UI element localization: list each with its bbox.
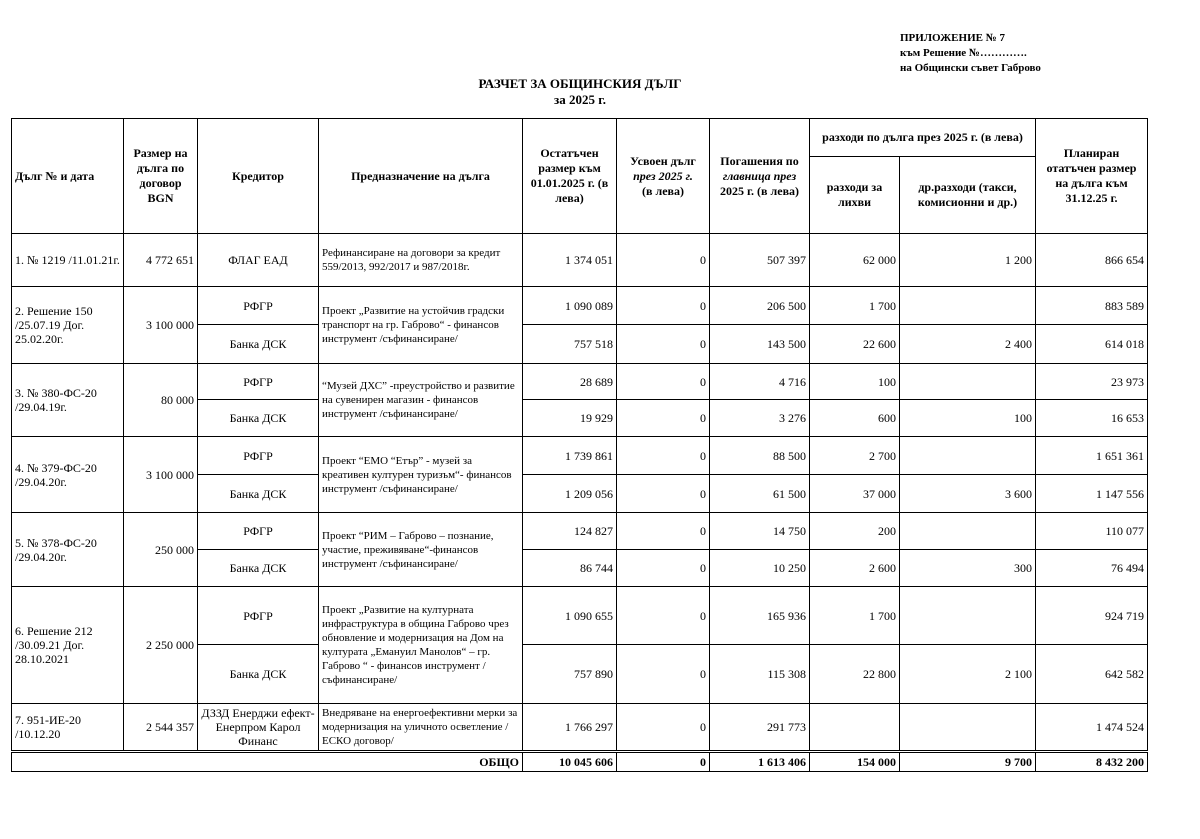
debt-size: 3 100 000 <box>124 287 198 364</box>
balance: 19 929 <box>523 400 617 437</box>
interest: 200 <box>810 513 900 550</box>
annex-number: ПРИЛОЖЕНИЕ № 7 <box>900 32 1006 44</box>
total-balance: 10 045 606 <box>523 752 617 772</box>
absorbed: 0 <box>617 400 710 437</box>
absorbed: 0 <box>617 550 710 587</box>
creditor: Банка ДСК <box>198 475 319 513</box>
document-title <box>440 76 720 108</box>
balance: 1 209 056 <box>523 475 617 513</box>
title-main: РАЗЧЕТ ЗА ОБЩИНСКИЯ ДЪЛГ <box>478 76 682 91</box>
repaid: 206 500 <box>710 287 810 325</box>
total-other: 9 700 <box>900 752 1036 772</box>
table-row <box>12 364 1148 400</box>
header-purpose: Предназначение на дълга <box>319 119 523 234</box>
interest: 600 <box>810 400 900 437</box>
absorbed: 0 <box>617 475 710 513</box>
total-absorbed: 0 <box>617 752 710 772</box>
planned-balance: 76 494 <box>1036 550 1148 587</box>
other-expenses <box>900 364 1036 400</box>
planned-balance: 642 582 <box>1036 645 1148 704</box>
creditor: РФГР <box>198 364 319 400</box>
table-row <box>12 513 1148 550</box>
debt-purpose: Проект „Развитие на културната инфраструктура в община Габрово чрез обновление и модернизация на Дом на културата „Емануил Манолов“ – гр. Габрово “ - финансов инструмент /съфинансиране/ <box>319 587 523 704</box>
other-expenses: 3 600 <box>900 475 1036 513</box>
absorbed: 0 <box>617 364 710 400</box>
title-year: за 2025 г. <box>554 92 606 107</box>
absorbed: 0 <box>617 587 710 645</box>
other-expenses: 2 100 <box>900 645 1036 704</box>
balance: 86 744 <box>523 550 617 587</box>
other-expenses <box>900 587 1036 645</box>
debt-table <box>11 118 1148 772</box>
other-expenses: 300 <box>900 550 1036 587</box>
repaid: 88 500 <box>710 437 810 475</box>
interest: 1 700 <box>810 287 900 325</box>
interest: 2 600 <box>810 550 900 587</box>
creditor: ДЗЗД Енерджи ефект-Енерпром Карол Финанс <box>198 704 319 752</box>
repaid: 10 250 <box>710 550 810 587</box>
debt-purpose: Проект “РИМ – Габрово – познание, участие, преживяване“-финансов инструмент /съфинансиране/ <box>319 513 523 587</box>
repaid: 291 773 <box>710 704 810 752</box>
header-repaid-a: Погашения по <box>720 153 799 168</box>
interest: 1 700 <box>810 587 900 645</box>
absorbed: 0 <box>617 325 710 364</box>
planned-balance: 110 077 <box>1036 513 1148 550</box>
header-absorbed-c: (в лева) <box>641 183 684 198</box>
header-balance: Остатъчен размер към 01.01.2025 г. (в лева) <box>523 119 617 234</box>
interest: 2 700 <box>810 437 900 475</box>
interest: 37 000 <box>810 475 900 513</box>
header-creditor: Кредитор <box>198 119 319 234</box>
total-label: ОБЩО <box>12 752 523 772</box>
planned-balance: 924 719 <box>1036 587 1148 645</box>
debt-purpose: “Музей ДХС” -преустройство и развитие на сувенирен магазин - финансов инструмент /съфинансиране/ <box>319 364 523 437</box>
header-repaid-c: 2025 г. (в лева) <box>719 183 800 198</box>
interest <box>810 704 900 752</box>
debt-purpose: Проект “ЕМО “Етър” - музей за креативен културен туризъм“- финансов инструмент /съфинансиране/ <box>319 437 523 513</box>
balance: 1 374 051 <box>523 234 617 287</box>
debt-size: 2 544 357 <box>124 704 198 752</box>
planned-balance: 16 653 <box>1036 400 1148 437</box>
planned-balance: 1 147 556 <box>1036 475 1148 513</box>
balance: 28 689 <box>523 364 617 400</box>
header-expenses-group: разходи по дълга през 2025 г. (в лева) <box>810 119 1036 157</box>
balance: 757 890 <box>523 645 617 704</box>
balance: 1 090 655 <box>523 587 617 645</box>
balance: 757 518 <box>523 325 617 364</box>
header-repaid <box>710 119 810 234</box>
interest: 22 800 <box>810 645 900 704</box>
planned-balance: 1 474 524 <box>1036 704 1148 752</box>
absorbed: 0 <box>617 287 710 325</box>
debt-label: 5. № 378-ФС-20 /29.04.20г. <box>12 513 124 587</box>
debt-size: 4 772 651 <box>124 234 198 287</box>
creditor: Банка ДСК <box>198 645 319 704</box>
total-row <box>12 752 1148 772</box>
other-expenses <box>900 513 1036 550</box>
table-row <box>12 437 1148 475</box>
creditor: ФЛАГ ЕАД <box>198 234 319 287</box>
other-expenses: 2 400 <box>900 325 1036 364</box>
debt-label: 2. Решение 150 /25.07.19 Дог. 25.02.20г. <box>12 287 124 364</box>
header-planned: Планиран отатъчен размер на дълга към 31.12.25 г. <box>1036 119 1148 234</box>
annex-council: на Общински съвет Габрово <box>900 62 1041 74</box>
creditor: Банка ДСК <box>198 400 319 437</box>
planned-balance: 23 973 <box>1036 364 1148 400</box>
absorbed: 0 <box>617 513 710 550</box>
creditor: Банка ДСК <box>198 325 319 364</box>
debt-label: 6. Решение 212 /30.09.21 Дог. 28.10.2021 <box>12 587 124 704</box>
header-repaid-b: главница през <box>722 168 797 183</box>
table-row <box>12 234 1148 287</box>
table-row <box>12 704 1148 752</box>
table-row <box>12 587 1148 645</box>
planned-balance: 883 589 <box>1036 287 1148 325</box>
repaid: 115 308 <box>710 645 810 704</box>
table-row <box>12 287 1148 325</box>
repaid: 165 936 <box>710 587 810 645</box>
header-other: др.разходи (такси, комисионни и др.) <box>900 157 1036 234</box>
repaid: 4 716 <box>710 364 810 400</box>
header-absorbed-a: Усвоен дълг <box>630 153 696 168</box>
debt-size: 2 250 000 <box>124 587 198 704</box>
other-expenses <box>900 287 1036 325</box>
balance: 1 766 297 <box>523 704 617 752</box>
debt-label: 4. № 379-ФС-20 /29.04.20г. <box>12 437 124 513</box>
other-expenses: 100 <box>900 400 1036 437</box>
interest: 62 000 <box>810 234 900 287</box>
creditor: РФГР <box>198 513 319 550</box>
debt-size: 3 100 000 <box>124 437 198 513</box>
header-absorbed-b: през 2025 г. <box>633 168 693 183</box>
annex-header <box>900 31 1041 76</box>
repaid: 14 750 <box>710 513 810 550</box>
planned-balance: 866 654 <box>1036 234 1148 287</box>
balance: 1 090 089 <box>523 287 617 325</box>
debt-size: 80 000 <box>124 364 198 437</box>
balance: 1 739 861 <box>523 437 617 475</box>
total-repaid: 1 613 406 <box>710 752 810 772</box>
header-debt: Дълг № и дата <box>12 119 124 234</box>
total-planned: 8 432 200 <box>1036 752 1148 772</box>
other-expenses <box>900 704 1036 752</box>
planned-balance: 614 018 <box>1036 325 1148 364</box>
interest: 22 600 <box>810 325 900 364</box>
debt-label: 7. 951-ИЕ-20 /10.12.20 <box>12 704 124 752</box>
repaid: 61 500 <box>710 475 810 513</box>
repaid: 143 500 <box>710 325 810 364</box>
debt-size: 250 000 <box>124 513 198 587</box>
header-size: Размер на дълга по договор BGN <box>124 119 198 234</box>
debt-purpose: Проект „Развитие на устойчив градски транспорт на гр. Габрово“ - финансов инструмент /съфинансиране/ <box>319 287 523 364</box>
repaid: 507 397 <box>710 234 810 287</box>
header-interest: разходи за лихви <box>810 157 900 234</box>
total-interest: 154 000 <box>810 752 900 772</box>
balance: 124 827 <box>523 513 617 550</box>
repaid: 3 276 <box>710 400 810 437</box>
creditor: РФГР <box>198 437 319 475</box>
debt-purpose: Рефинансиране на договори за кредит 559/2013, 992/2017 и 987/2018г. <box>319 234 523 287</box>
header-absorbed <box>617 119 710 234</box>
other-expenses <box>900 437 1036 475</box>
absorbed: 0 <box>617 704 710 752</box>
other-expenses: 1 200 <box>900 234 1036 287</box>
interest: 100 <box>810 364 900 400</box>
annex-decision: към Решение №…………. <box>900 47 1027 59</box>
planned-balance: 1 651 361 <box>1036 437 1148 475</box>
debt-label: 1. № 1219 /11.01.21г. <box>12 234 124 287</box>
debt-label: 3. № 380-ФС-20 /29.04.19г. <box>12 364 124 437</box>
creditor: РФГР <box>198 587 319 645</box>
absorbed: 0 <box>617 234 710 287</box>
absorbed: 0 <box>617 645 710 704</box>
creditor: Банка ДСК <box>198 550 319 587</box>
absorbed: 0 <box>617 437 710 475</box>
debt-purpose: Внедряване на енергоефективни мерки за модернизация на уличното осветление /ЕСКО договор/ <box>319 704 523 752</box>
creditor: РФГР <box>198 287 319 325</box>
